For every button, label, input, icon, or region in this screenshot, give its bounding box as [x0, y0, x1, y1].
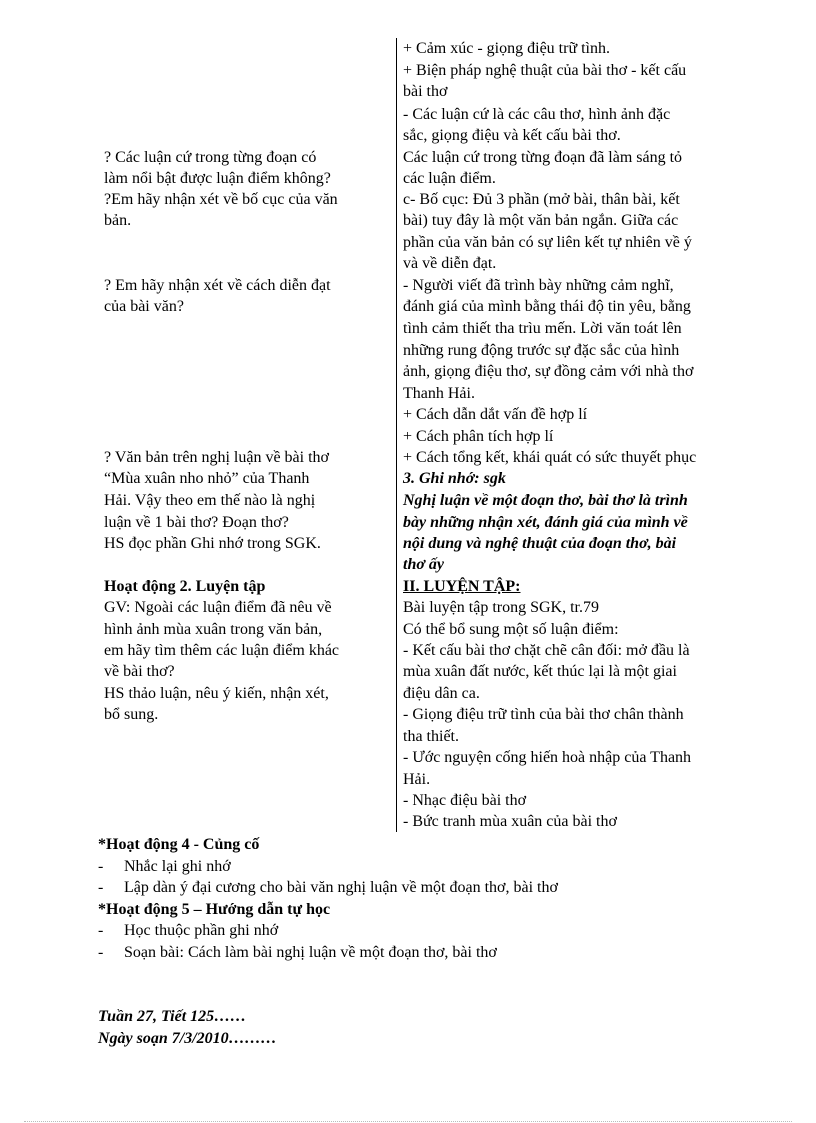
right-line: bài thơ [403, 83, 448, 100]
page-bottom-rule [24, 1121, 792, 1122]
right-line: + Cách dẫn dắt vấn đề hợp lí [403, 406, 588, 423]
activity-4-item-text: Nhắc lại ghi nhớ [124, 858, 231, 875]
right-line: c- Bố cục: Đủ 3 phần (mở bài, thân bài, kết [403, 191, 680, 208]
right-line: - Giọng điệu trữ tình của bài thơ chân thành [403, 706, 684, 723]
ghi-nho-heading: 3. Ghi nhớ: sgk [403, 470, 506, 487]
activity-4-heading: *Hoạt động 4 - Củng cố [98, 836, 260, 853]
left-line: GV: Ngoài các luận điểm đã nêu về [104, 599, 332, 616]
left-line: HS đọc phần Ghi nhớ trong SGK. [104, 535, 321, 552]
activity-5-heading: *Hoạt động 5 – Hướng dẫn tự học [98, 901, 331, 918]
left-line: “Mùa xuân nho nhỏ” của Thanh [104, 470, 310, 487]
left-line: luận về 1 bài thơ? Đoạn thơ? [104, 514, 289, 531]
left-line: làm nổi bật được luận điểm không? [104, 170, 331, 187]
left-line: ? Em hãy nhận xét về cách diễn đạt [104, 277, 331, 294]
bullet-dash: - [98, 858, 104, 875]
right-line: - Các luận cứ là các câu thơ, hình ảnh đặc [403, 106, 671, 123]
activity-5-item [98, 920, 278, 941]
right-line: và về diễn đạt. [403, 255, 497, 272]
right-line: sắc, giọng điệu và kết cấu bài thơ. [403, 127, 621, 144]
right-line: - Người viết đã trình bày những cảm nghĩ, [403, 277, 674, 294]
right-line: đánh giá của mình bằng thái độ tin yêu, bằng [403, 298, 691, 315]
left-line: về bài thơ? [104, 663, 175, 680]
left-line: hình ảnh mùa xuân trong văn bản, [104, 621, 323, 638]
right-line: Hải. [403, 771, 431, 788]
right-line: tình cảm thiết tha trìu mến. Lời văn toát lên [403, 320, 682, 337]
week-lesson-line: Tuần 27, Tiết 125…… [98, 1008, 247, 1025]
right-line: những rung động trước sự đặc sắc của hình [403, 342, 680, 359]
right-line: Bài luyện tập trong SGK, tr.79 [403, 599, 599, 616]
left-line: bản. [104, 212, 132, 229]
right-line: mùa xuân đất nước, kết thúc lại là một giai [403, 663, 677, 680]
right-line: Thanh Hải. [403, 385, 475, 402]
activity-5-item-text: Soạn bài: Cách làm bài nghị luận về một đoạn thơ, bài thơ [124, 944, 497, 961]
left-line: Hải. Vậy theo em thế nào là nghị [104, 492, 316, 509]
right-line: các luận điểm. [403, 170, 496, 187]
right-line: + Cách tổng kết, khái quát có sức thuyết phục [403, 449, 697, 466]
left-line: HS thảo luận, nêu ý kiến, nhận xét, [104, 685, 329, 702]
activity-4-item-text: Lập dàn ý đại cương cho bài văn nghị luận về một đoạn thơ, bài thơ [124, 879, 558, 896]
activity-2-heading: Hoạt động 2. Luyện tập [104, 578, 266, 595]
right-line: + Biện pháp nghệ thuật của bài thơ - kết cấu [403, 62, 687, 79]
activity-5-item [98, 942, 497, 963]
left-line: em hãy tìm thêm các luận điểm khác [104, 642, 340, 659]
right-line: điệu dân ca. [403, 685, 480, 702]
right-line: - Ước nguyện cống hiến hoà nhập của Thanh [403, 749, 692, 766]
right-line: Các luận cứ trong từng đoạn đã làm sáng tỏ [403, 149, 683, 166]
activity-4-item [98, 877, 558, 898]
bullet-dash: - [98, 879, 104, 896]
left-line: bổ sung. [104, 706, 159, 723]
right-line: ảnh, giọng điệu thơ, sự đồng cảm với nhà thơ [403, 363, 694, 380]
ghi-nho-line: Nghị luận về một đoạn thơ, bài thơ là trình [403, 492, 688, 509]
left-line: ? Văn bản trên nghị luận về bài thơ [104, 449, 329, 466]
luyen-tap-heading: II. LUYỆN TẬP: [403, 578, 521, 595]
right-line: phần của văn bản có sự liên kết tự nhiên về ý [403, 234, 692, 251]
right-line: bài) tuy đây là một văn bản ngắn. Giữa các [403, 212, 679, 229]
right-line: Có thể bổ sung một số luận điểm: [403, 621, 619, 638]
ghi-nho-line: bày những nhận xét, đánh giá của mình về [403, 514, 688, 531]
column-divider [396, 38, 397, 832]
bullet-dash: - [98, 922, 104, 939]
activity-5-item-text: Học thuộc phần ghi nhớ [124, 922, 279, 939]
right-line: - Kết cấu bài thơ chặt chẽ cân đối: mở đầu là [403, 642, 690, 659]
prep-date-line: Ngày soạn 7/3/2010……… [98, 1030, 277, 1047]
left-line: ?Em hãy nhận xét về bố cục của văn [104, 191, 338, 208]
right-line: + Cách phân tích hợp lí [403, 428, 554, 445]
right-line: tha thiết. [403, 728, 459, 745]
right-line: - Bức tranh mùa xuân của bài thơ [403, 813, 617, 830]
bullet-dash: - [98, 944, 104, 961]
ghi-nho-line: nội dung và nghệ thuật của đoạn thơ, bài [403, 535, 677, 552]
activity-4-item [98, 856, 231, 877]
right-line: - Nhạc điệu bài thơ [403, 792, 527, 809]
left-line: của bài văn? [104, 298, 184, 315]
ghi-nho-line: thơ ấy [403, 556, 445, 573]
right-line: + Cảm xúc - giọng điệu trữ tình. [403, 40, 610, 57]
left-line: ? Các luận cứ trong từng đoạn có [104, 149, 317, 166]
